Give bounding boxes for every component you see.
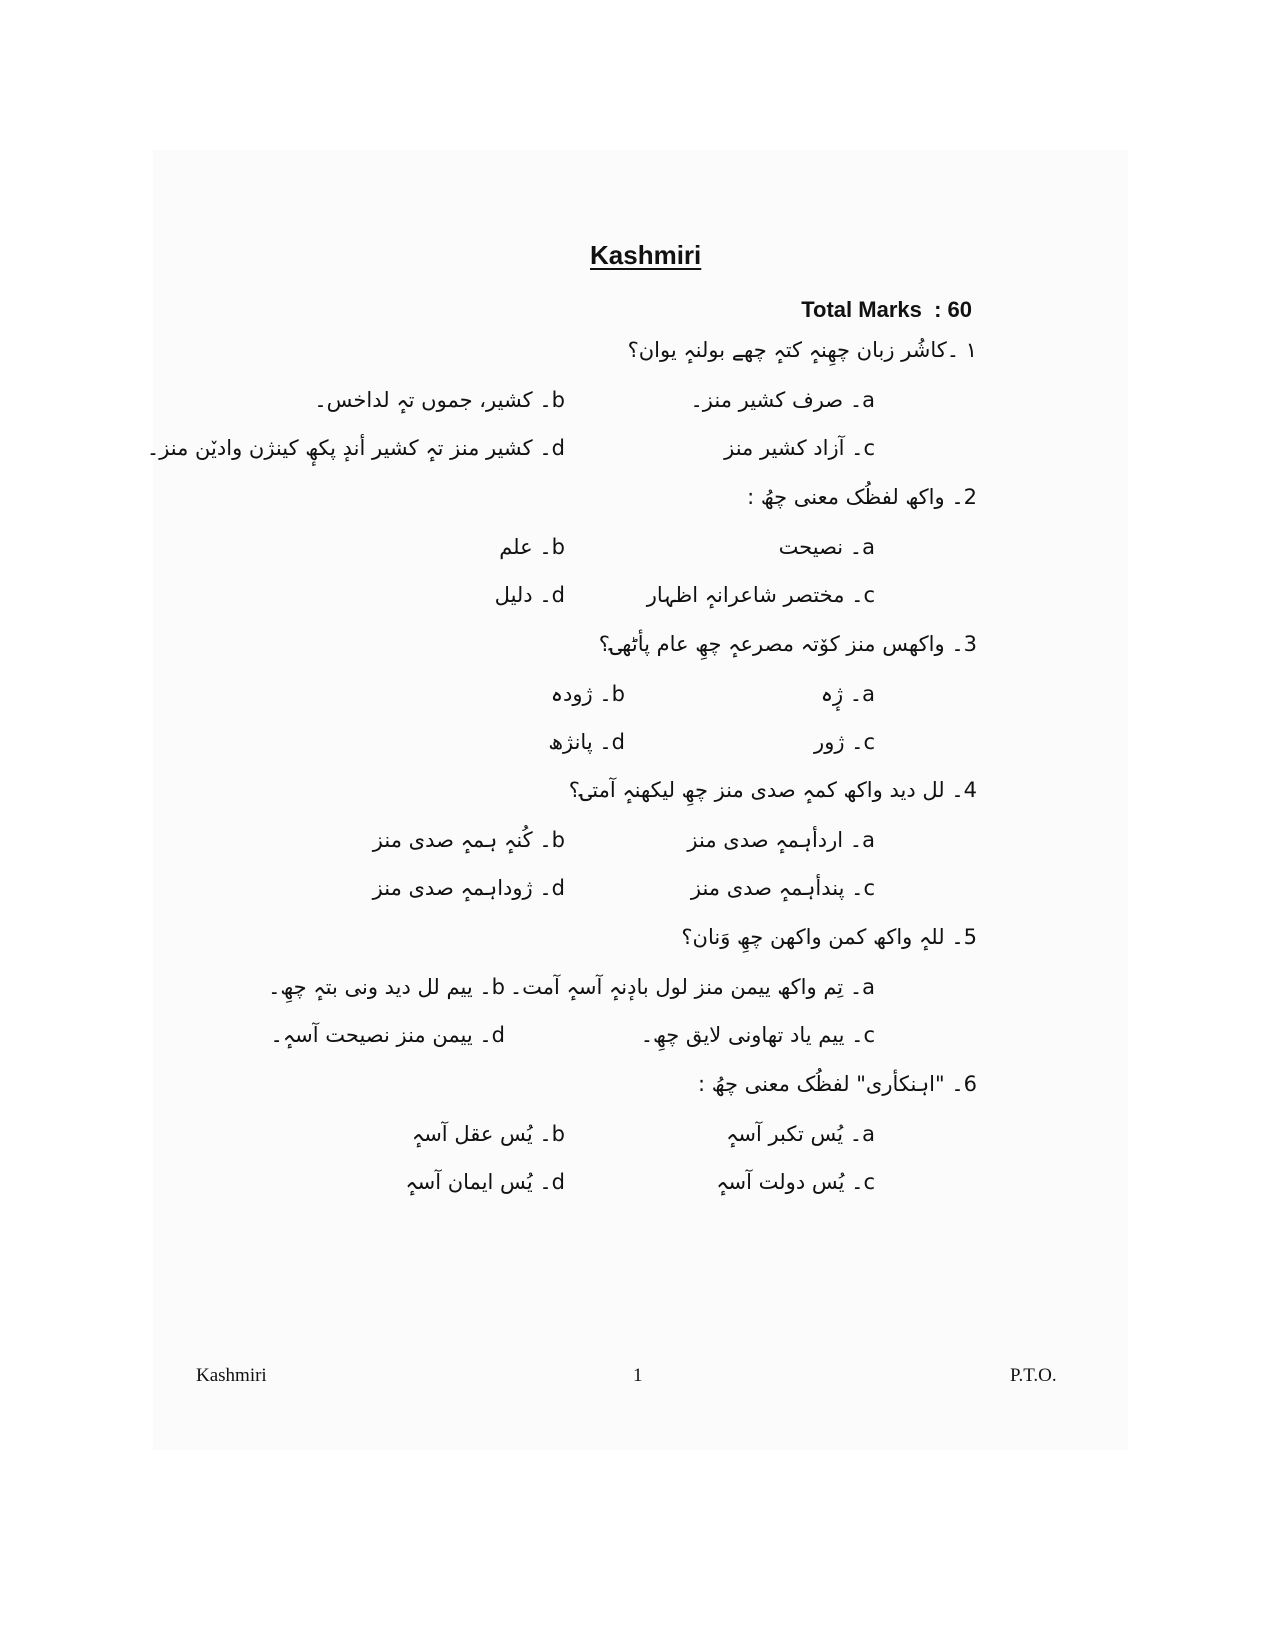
- page-title: Kashmiri: [590, 240, 702, 270]
- option-a: a۔ نصیحت: [778, 535, 875, 559]
- option-d: d۔ کشیر منز تہٕ کشیر أندٕ پکھٕ کینژن وادیٚن منز۔: [146, 436, 565, 460]
- option-d: d۔ ژوداہمہٕ صدی منز: [372, 876, 565, 900]
- pto-label: P.T.O.: [1010, 1365, 1057, 1386]
- option-b: b۔ کُنہٕ ہمہٕ صدی منز: [372, 828, 565, 852]
- question-text: 4۔ لل دید واکھ کمہٕ صدی منز چھِ لیکھنہٕ آمتۍ؟: [568, 778, 977, 802]
- option-c: c۔ یُس دولت آسہٕ: [716, 1170, 875, 1194]
- option-a: a۔ صرف کشیر منز۔: [690, 388, 875, 412]
- page-number: 1: [633, 1365, 643, 1386]
- question-text: ۱ ۔کاشُر زبان چھِنہٕ کتہٕ چھے بولنہٕ یوان؟: [627, 338, 977, 362]
- option-c: c۔ آزاد کشیر منز: [724, 436, 875, 460]
- footer-subject: Kashmiri: [196, 1365, 267, 1386]
- option-c: c۔ ژور: [814, 730, 875, 754]
- option-b: b۔ علم: [499, 535, 565, 559]
- option-b: b۔ یُس عقل آسہٕ: [411, 1122, 565, 1146]
- question-text: 2۔ واکھ لفظُک معنی چھُ :: [747, 485, 977, 509]
- option-d: d۔ پانژھ: [548, 730, 625, 754]
- option-d: d۔ ییمن منز نصیحت آسہٕ۔: [270, 1023, 505, 1047]
- option-d: d۔ دلیل: [494, 583, 565, 607]
- total-marks: Total Marks : 60: [801, 297, 972, 322]
- option-b: b۔ ژودہ: [550, 682, 625, 706]
- question-text: 5۔ للہٕ واکھ کمن واکھن چھِ وَنان؟: [681, 925, 977, 949]
- option-c: c۔ مختصر شاعرانہٕ اظہار: [646, 583, 875, 607]
- option-a: a۔ تِم واکھ ییمن منز لول بادٕنہٕ آسہٕ آمت۔: [509, 975, 875, 999]
- question-text: 3۔ واکھس منز کوٚتہ مصرعہٕ چھِ عام پأٹھۍ؟: [598, 632, 977, 656]
- question-text: 6۔ "اہنکأری" لفظُک معنی چھُ :: [697, 1072, 977, 1096]
- option-c: c۔ پندأہمہٕ صدی منز: [690, 876, 875, 900]
- option-a: a۔ اردأہمہٕ صدی منز: [687, 828, 875, 852]
- option-a: a۔ یُس تکبر آسہٕ: [726, 1122, 875, 1146]
- option-b: b۔ کشیر، جموں تہٕ لداخس۔: [314, 388, 565, 412]
- option-b: b۔ ییم لل دید ونی بتہٕ چھِ۔: [268, 975, 505, 999]
- option-c: c۔ ییم یاد تھاونی لایق چھِ۔: [640, 1023, 875, 1047]
- option-a: a۔ ژٕہ: [820, 682, 875, 706]
- option-d: d۔ یُس ایمان آسہٕ: [405, 1170, 565, 1194]
